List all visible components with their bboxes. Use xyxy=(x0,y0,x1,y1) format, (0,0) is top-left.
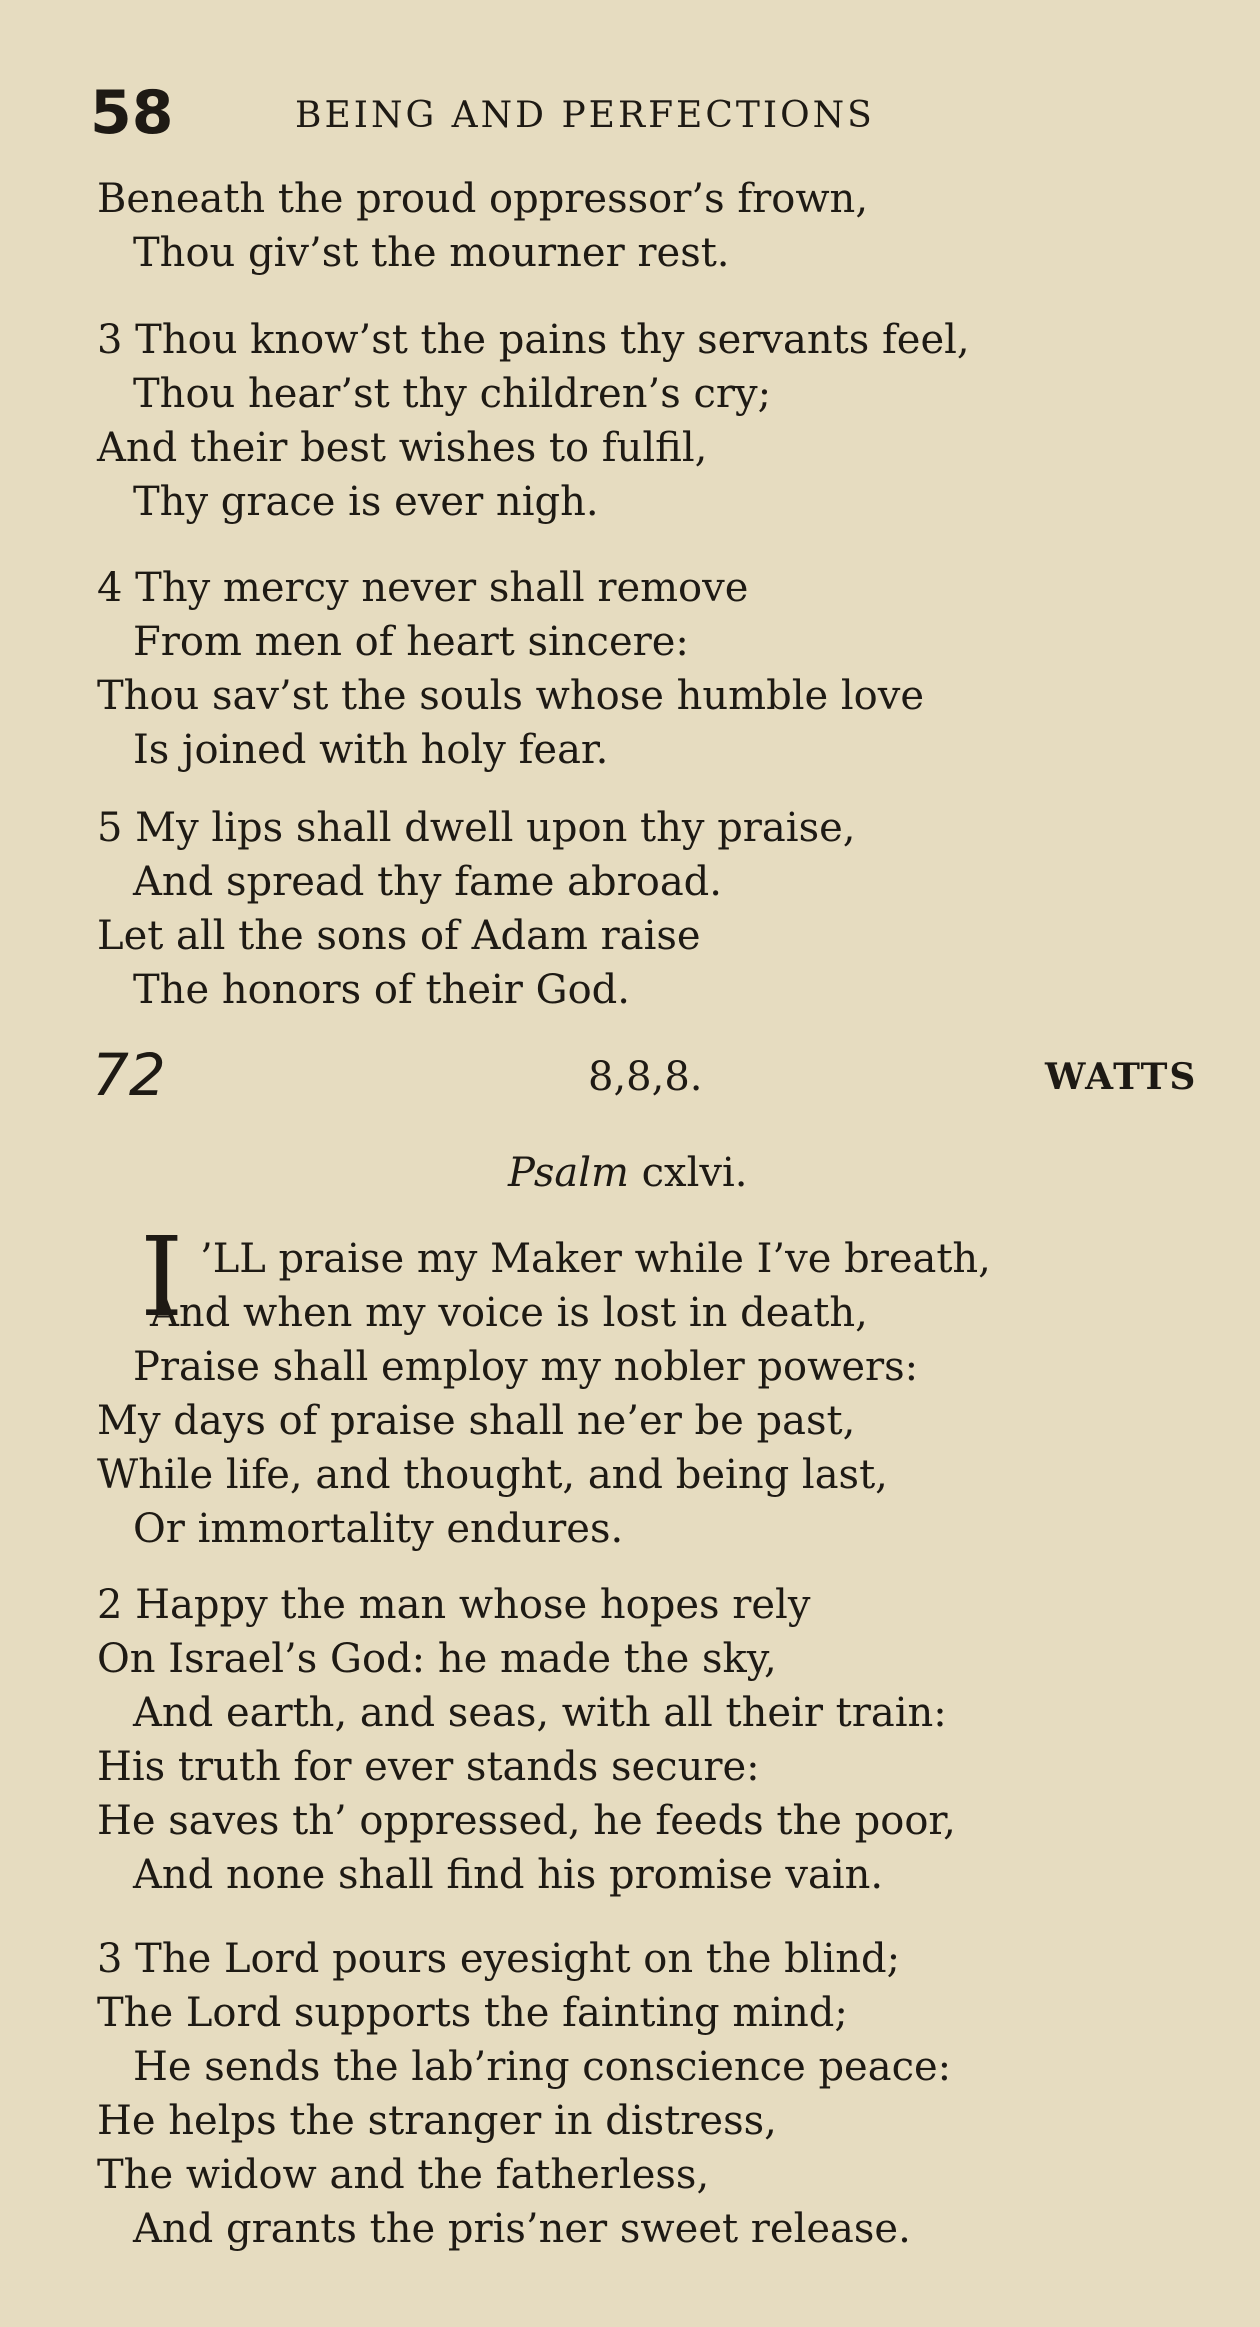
verse-line: From men of heart sincere: xyxy=(133,619,689,665)
verse-line: Thy grace is ever nigh. xyxy=(133,479,599,525)
verse-line: Is joined with holy fear. xyxy=(133,727,609,773)
hymn-author: WATTS xyxy=(1045,1056,1198,1098)
verse-line: He saves th’ oppressed, he feeds the poor, xyxy=(97,1798,956,1844)
subtitle-psalm: Psalm xyxy=(508,1150,629,1196)
verse-line: He sends the lab’ring conscience peace: xyxy=(133,2044,952,2090)
verse-line: The widow and the fatherless, xyxy=(97,2152,710,2198)
verse-line: Thou hear’st thy children’s cry; xyxy=(133,371,772,417)
hymn-meter: 8,8,8. xyxy=(588,1054,703,1100)
verse-line: And when my voice is lost in death, xyxy=(150,1290,868,1336)
verse-line: 3 Thou know’st the pains thy servants feel, xyxy=(97,317,970,363)
verse-line: The Lord supports the fainting mind; xyxy=(97,1990,848,2036)
verse-line: Thou giv’st the mourner rest. xyxy=(133,230,730,276)
running-head: BEING AND PERFECTIONS xyxy=(295,95,875,136)
verse-line: On Israel’s God: he made the sky, xyxy=(97,1636,777,1682)
verse-line: And grants the pris’ner sweet release. xyxy=(133,2206,911,2252)
verse-line: Or immortality endures. xyxy=(133,1506,624,1552)
hymn-subtitle xyxy=(508,1146,748,1200)
drop-cap: I xyxy=(140,1213,184,1341)
verse-line: Beneath the proud oppressor’s frown, xyxy=(97,176,869,222)
subtitle-number: cxlvi. xyxy=(628,1150,748,1196)
verse-line: 2 Happy the man whose hopes rely xyxy=(97,1582,811,1628)
verse-line: ’LL praise my Maker while I’ve breath, xyxy=(200,1236,991,1282)
verse-line: Thou sav’st the souls whose humble love xyxy=(97,673,925,719)
verse-line: And spread thy fame abroad. xyxy=(133,859,723,905)
verse-line: And their best wishes to fulfil, xyxy=(97,425,708,471)
verse-line: His truth for ever stands secure: xyxy=(97,1744,760,1790)
verse-line: 4 Thy mercy never shall remove xyxy=(97,565,749,611)
verse-line: Let all the sons of Adam raise xyxy=(97,913,701,959)
hymn-number: 72 xyxy=(92,1041,166,1109)
verse-line: He helps the stranger in distress, xyxy=(97,2098,777,2144)
verse-line: Praise shall employ my nobler powers: xyxy=(133,1344,919,1390)
page-header xyxy=(90,78,1220,148)
verse-line: My days of praise shall ne’er be past, xyxy=(97,1398,856,1444)
verse-line: While life, and thought, and being last, xyxy=(97,1452,888,1498)
verse-line: 5 My lips shall dwell upon thy praise, xyxy=(97,805,856,851)
verse-line: The honors of their God. xyxy=(133,967,630,1013)
page-number: 58 xyxy=(90,78,174,148)
verse-line: 3 The Lord pours eyesight on the blind; xyxy=(97,1936,901,1982)
verse-line: And none shall find his promise vain. xyxy=(133,1852,884,1898)
verse-line: And earth, and seas, with all their train: xyxy=(133,1690,947,1736)
